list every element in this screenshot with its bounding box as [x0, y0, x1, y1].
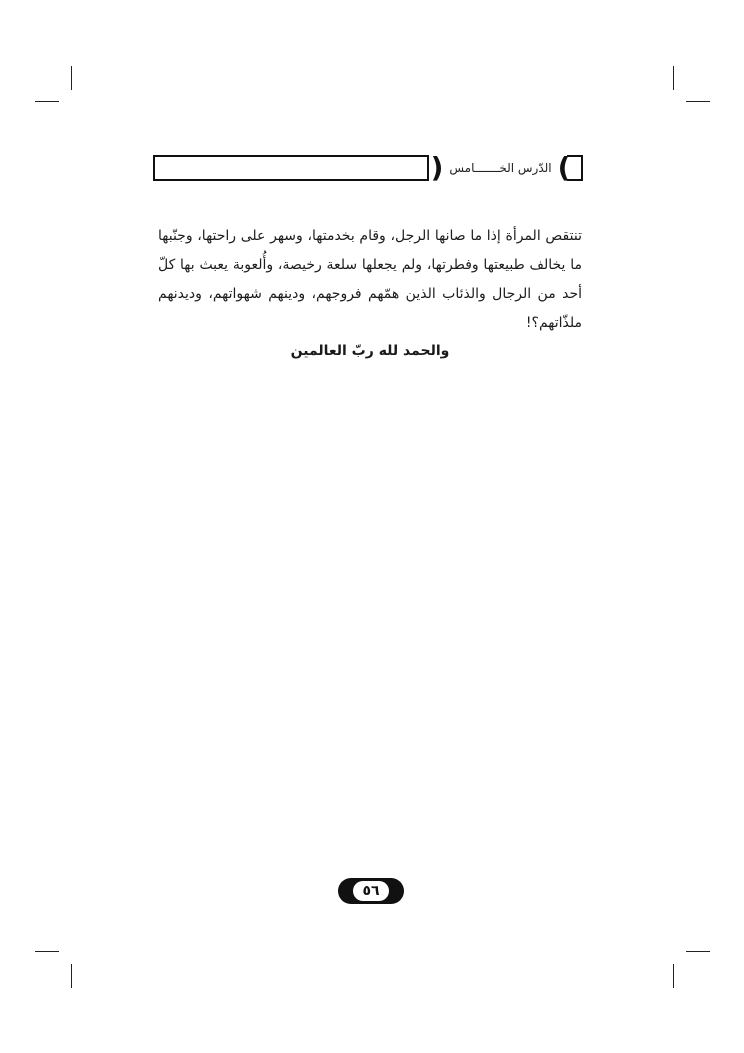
crop-mark-bottom-left-horizontal [35, 951, 59, 952]
chapter-header [153, 151, 583, 184]
crop-mark-bottom-left-vertical [71, 964, 72, 988]
crop-mark-bottom-right-horizontal [686, 951, 710, 952]
crop-mark-top-right-horizontal [686, 101, 710, 102]
chapter-title: الدّرس الخـــــــامس [449, 161, 552, 175]
header-end-bracket [567, 155, 583, 181]
crop-mark-top-left-horizontal [35, 101, 59, 102]
page-number-badge [338, 878, 404, 904]
header-paren-left: ) [430, 151, 444, 184]
body-paragraph: تنتقص المرأة إذا ما صانها الرجل، وقام بخدمتها، وسهر على راحتها، وجنّبها ما يخالف طبيعتها وفطرتها، ولم يجعلها سلعة رخيصة، وأُلعوبة يعبث بها كلّ أحد من الرجال والذئاب الذين همّهم فروجهم، ودينهم شهواتهم، وديدنهم ملذّاتهم؟! [158, 228, 582, 331]
crop-mark-top-left-vertical [71, 66, 72, 90]
page-number: ٥٦ [353, 881, 389, 901]
header-title-group [418, 151, 583, 184]
header-paren-right: ( [557, 151, 571, 184]
crop-mark-bottom-right-vertical [673, 964, 674, 988]
closing-line: والحمد لله ربّ العالمين [290, 343, 450, 359]
header-rule-bar [153, 155, 429, 181]
crop-mark-top-right-vertical [673, 66, 674, 90]
